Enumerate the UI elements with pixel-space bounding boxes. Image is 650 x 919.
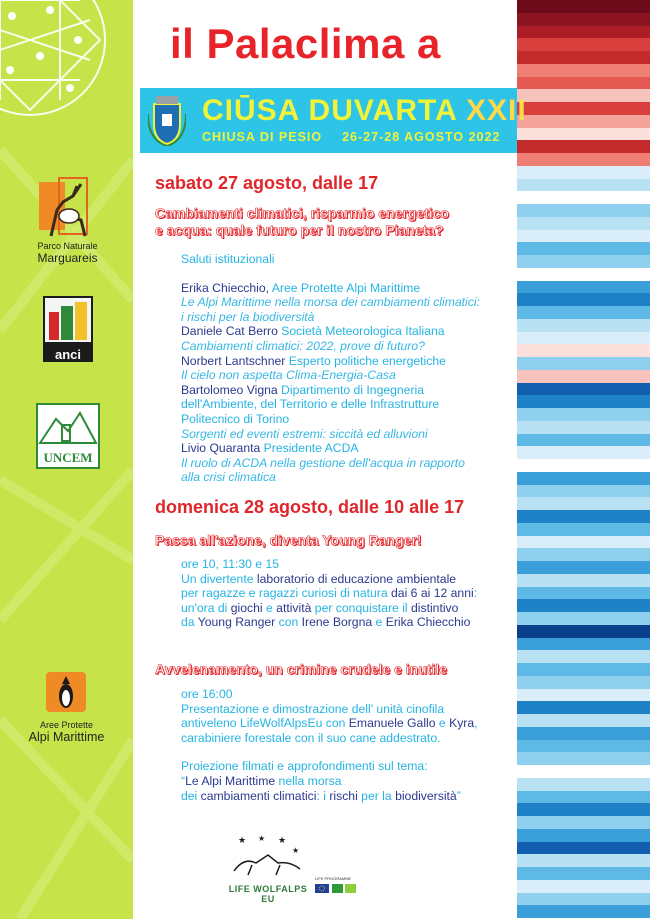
speaker-3-name: Norbert Lantschner bbox=[181, 353, 286, 368]
young-ranger-line-1 bbox=[181, 572, 477, 587]
climate-stripe bbox=[517, 803, 650, 816]
yr-a1: Un divertente bbox=[181, 571, 257, 586]
climate-stripe bbox=[517, 791, 650, 804]
climate-stripe bbox=[517, 650, 650, 663]
pl-l2b: Emanuele Gallo bbox=[348, 716, 436, 731]
speaker-4-name: Bartolomeo Vigna bbox=[181, 382, 278, 397]
climate-stripe bbox=[517, 115, 650, 128]
sunday-topic-2: Avvelenamento, un crimine crudele e inutile bbox=[155, 661, 448, 677]
climate-stripe bbox=[517, 242, 650, 255]
climate-stripe bbox=[517, 0, 650, 13]
alpi-line2: Alpi Marittime bbox=[28, 730, 105, 744]
speaker-2-talk: Cambiamenti climatici: 2022, prove di futuro? bbox=[181, 338, 425, 353]
eu-flag-icon bbox=[315, 882, 357, 894]
yr-d6: Erika Chiecchio bbox=[385, 615, 471, 630]
fl-l3d: rischi bbox=[329, 788, 358, 803]
speaker-5-affiliation: Presidente ACDA bbox=[260, 441, 359, 456]
speaker-1 bbox=[181, 281, 480, 296]
mountain-village-icon bbox=[38, 405, 98, 445]
poison-block bbox=[181, 687, 478, 803]
uncem-logo bbox=[36, 403, 100, 469]
fl-l2a: “ bbox=[181, 773, 186, 788]
yr-c3: e bbox=[262, 600, 277, 615]
fl-l2b: Le Alpi Marittime bbox=[185, 773, 276, 788]
climate-stripe bbox=[517, 230, 650, 243]
anci-logo bbox=[43, 296, 93, 362]
coat-of-arms-icon bbox=[148, 94, 186, 146]
climate-stripe bbox=[517, 293, 650, 306]
saturday-topic bbox=[155, 205, 449, 239]
banner-subline bbox=[202, 130, 500, 144]
poison-line-3: carabiniere forestale con il suo cane addestrato. bbox=[181, 730, 441, 745]
yr-d4: Irene Borgna bbox=[301, 615, 373, 630]
svg-text:★: ★ bbox=[292, 846, 300, 855]
climate-stripe bbox=[517, 446, 650, 459]
fl-l3a: dei bbox=[181, 788, 201, 803]
life-wolfalps-label: LIFE WOLFALPS EU bbox=[228, 884, 308, 904]
climate-stripe bbox=[517, 485, 650, 498]
event-name: CIŪSA DUVARTA bbox=[202, 94, 457, 127]
climate-stripe bbox=[517, 13, 650, 26]
speaker-3 bbox=[181, 354, 480, 369]
event-banner bbox=[140, 88, 527, 153]
speaker-1-affiliation: Aree Protette Alpi Marittime bbox=[269, 280, 421, 295]
climate-stripe bbox=[517, 905, 650, 918]
fl-l3b: cambiamenti climatici bbox=[200, 788, 317, 803]
speaker-3-affiliation: Esperto politiche energetiche bbox=[285, 353, 446, 368]
saturday-program bbox=[181, 252, 480, 485]
yr-c1: un'ora di bbox=[181, 600, 231, 615]
uncem-label: UNCEM bbox=[43, 450, 93, 465]
climate-stripe bbox=[517, 625, 650, 638]
climate-stripe bbox=[517, 676, 650, 689]
pl-l2a: antiveleno LifeWolfAlpsEu con bbox=[181, 716, 349, 731]
climate-stripe bbox=[517, 140, 650, 153]
climate-stripe bbox=[517, 179, 650, 192]
svg-text:★: ★ bbox=[278, 836, 287, 846]
climate-stripe bbox=[517, 701, 650, 714]
climate-stripe bbox=[517, 268, 650, 281]
yr-d5: e bbox=[372, 615, 386, 630]
climate-stripe bbox=[517, 778, 650, 791]
climate-stripe bbox=[517, 752, 650, 765]
climate-stripe bbox=[517, 408, 650, 421]
young-ranger-line-4 bbox=[181, 615, 477, 630]
speaker-5-name: Livio Quaranta bbox=[181, 441, 261, 456]
climate-stripe bbox=[517, 421, 650, 434]
speaker-4-affiliation-2: dell'Ambiente, del Territorio e delle Infrastrutture bbox=[181, 397, 440, 412]
climate-stripe bbox=[517, 332, 650, 345]
climate-stripe bbox=[517, 816, 650, 829]
svg-text:★: ★ bbox=[238, 836, 247, 846]
speaker-5-talk-1: Il ruolo di ACDA nella gestione dell'acqua in rapporto bbox=[181, 455, 465, 470]
climate-stripe bbox=[517, 689, 650, 702]
climate-stripe bbox=[517, 727, 650, 740]
climate-stripe bbox=[517, 383, 650, 396]
sunday-heading: domenica 28 agosto, dalle 10 alle 17 bbox=[155, 497, 465, 517]
fl-l3e: per la bbox=[357, 788, 396, 803]
yr-b1: per ragazze e ragazzi curiosi di natura bbox=[181, 586, 392, 601]
left-sidebar bbox=[0, 0, 133, 919]
event-dates: 26-27-28 AGOSTO 2022 bbox=[342, 130, 501, 144]
pl-l2e: , bbox=[474, 716, 478, 731]
saturday-heading: sabato 27 agosto, dalle 17 bbox=[155, 173, 379, 193]
greetings: Saluti istituzionali bbox=[181, 252, 275, 266]
climate-stripe bbox=[517, 128, 650, 141]
speaker-4-affiliation-3: Politecnico di Torino bbox=[181, 411, 290, 426]
climate-stripe bbox=[517, 395, 650, 408]
yr-b2: dai 6 ai 12 anni bbox=[391, 586, 474, 601]
climate-stripe bbox=[517, 51, 650, 64]
climate-stripe bbox=[517, 153, 650, 166]
films-line-2 bbox=[181, 774, 478, 789]
wolf-stars-icon bbox=[228, 835, 308, 879]
svg-text:★: ★ bbox=[258, 835, 266, 843]
climate-stripe bbox=[517, 638, 650, 651]
climate-stripe bbox=[517, 854, 650, 867]
fl-l3f: biodiversità bbox=[395, 788, 457, 803]
speaker-5 bbox=[181, 441, 480, 456]
saturday-topic-line1: Cambiamenti climatici, risparmio energetico bbox=[155, 205, 450, 221]
speaker-2-name: Daniele Cat Berro bbox=[181, 324, 278, 339]
young-ranger-block bbox=[181, 557, 477, 630]
climate-stripe bbox=[517, 561, 650, 574]
towers-icon bbox=[45, 298, 91, 342]
poison-line-1: Presentazione e dimostrazione dell' unità cinofila bbox=[181, 701, 445, 716]
climate-stripe bbox=[517, 829, 650, 842]
event-location: CHIUSA DI PESIO bbox=[202, 130, 323, 144]
climate-stripe bbox=[517, 497, 650, 510]
climate-stripe bbox=[517, 217, 650, 230]
climate-stripe bbox=[517, 166, 650, 179]
fl-l2c: nella morsa bbox=[275, 773, 342, 788]
anci-label: anci bbox=[54, 347, 81, 362]
climate-stripe bbox=[517, 26, 650, 39]
climate-stripe bbox=[517, 370, 650, 383]
eu-life-label: LIFE PROGRAMME bbox=[315, 876, 352, 881]
yr-c5: per conquistare il bbox=[311, 600, 411, 615]
climate-stripe bbox=[517, 893, 650, 906]
climate-stripe bbox=[517, 510, 650, 523]
fl-l3c: : i bbox=[316, 788, 330, 803]
yr-d2: Young Ranger bbox=[197, 615, 276, 630]
alpi-marittime-label bbox=[15, 720, 118, 744]
climate-stripe bbox=[517, 714, 650, 727]
climate-stripe bbox=[517, 434, 650, 447]
climate-stripe bbox=[517, 357, 650, 370]
climate-stripe bbox=[517, 740, 650, 753]
films-line-1: Proiezione filmati e approfondimenti sul tema: bbox=[181, 759, 428, 774]
saturday-topic-line2: e acqua: quale futuro per il nostro Pianeta? bbox=[155, 222, 444, 238]
climate-stripe bbox=[517, 574, 650, 587]
yr-b3: : bbox=[473, 586, 478, 601]
yr-a2: laboratorio di educazione ambientale bbox=[256, 571, 457, 586]
yr-c4: attività bbox=[276, 600, 312, 615]
event-edition: XXII bbox=[466, 94, 527, 127]
life-wolfalps-logo bbox=[228, 835, 308, 904]
climate-stripe bbox=[517, 102, 650, 115]
poison-line-2 bbox=[181, 716, 478, 731]
films-line-3 bbox=[181, 789, 478, 804]
climate-stripe bbox=[517, 191, 650, 204]
alpi-marittime-logo bbox=[46, 672, 86, 712]
speaker-2 bbox=[181, 324, 480, 339]
yr-c2: giochi bbox=[230, 600, 263, 615]
poison-times: ore 16:00 bbox=[181, 687, 233, 701]
climate-stripe bbox=[517, 38, 650, 51]
chamois-icon bbox=[37, 176, 89, 238]
climate-stripe bbox=[517, 548, 650, 561]
yr-d1: da bbox=[181, 615, 198, 630]
speaker-4 bbox=[181, 383, 480, 398]
climate-stripe bbox=[517, 319, 650, 332]
climate-stripe bbox=[517, 599, 650, 612]
speaker-3-talk: Il cielo non aspetta Clima-Energia-Casa bbox=[181, 368, 396, 383]
banner-event-name bbox=[202, 94, 527, 128]
eu-life-logo bbox=[315, 876, 357, 894]
pl-l2c: e bbox=[435, 716, 450, 731]
climate-stripe bbox=[517, 587, 650, 600]
climate-stripe bbox=[517, 612, 650, 625]
marguareis-label bbox=[25, 241, 110, 265]
yr-c6: distintivo bbox=[411, 600, 459, 615]
climate-stripe bbox=[517, 765, 650, 778]
climate-stripe bbox=[517, 867, 650, 880]
speaker-1-name: Erika Chiecchio, bbox=[181, 280, 270, 295]
climate-stripe bbox=[517, 523, 650, 536]
young-ranger-times: ore 10, 11:30 e 15 bbox=[181, 557, 280, 571]
climate-stripe bbox=[517, 344, 650, 357]
alpi-line1: Aree Protette bbox=[39, 720, 94, 730]
climate-stripe bbox=[517, 77, 650, 90]
climate-stripe bbox=[517, 880, 650, 893]
young-ranger-line-2 bbox=[181, 586, 477, 601]
climate-stripe bbox=[517, 204, 650, 217]
young-ranger-line-3 bbox=[181, 601, 477, 616]
climate-stripe bbox=[517, 89, 650, 102]
speaker-4-affiliation: Dipartimento di Ingegneria bbox=[277, 382, 425, 397]
sunday-topic-1: Passa all'azione, diventa Young Ranger! bbox=[155, 532, 422, 548]
marguareis-logo bbox=[37, 176, 89, 238]
climate-stripe bbox=[517, 306, 650, 319]
bird-icon bbox=[46, 672, 86, 712]
speaker-4-talk: Sorgenti ed eventi estremi: siccità ed alluvioni bbox=[181, 426, 428, 441]
climate-stripe bbox=[517, 842, 650, 855]
speaker-2-affiliation: Società Meteorologica Italiana bbox=[277, 324, 445, 339]
fl-l3g: ” bbox=[456, 788, 461, 803]
speaker-1-talk-1: Le Alpi Marittime nella morsa dei cambiamenti climatici: bbox=[181, 295, 480, 310]
page-title: il Palaclima a bbox=[170, 20, 441, 67]
climate-stripe bbox=[517, 64, 650, 77]
marguareis-line1: Parco Naturale bbox=[37, 241, 98, 251]
climate-stripes bbox=[517, 0, 650, 919]
climate-stripe bbox=[517, 459, 650, 472]
climate-stripe bbox=[517, 536, 650, 549]
climate-stripe bbox=[517, 255, 650, 268]
speaker-5-talk-2: alla crisi climatica bbox=[181, 470, 276, 485]
speaker-1-talk-2: i rischi per la biodiversità bbox=[181, 309, 315, 324]
climate-stripe bbox=[517, 472, 650, 485]
pl-l2d: Kyra bbox=[449, 716, 475, 731]
climate-stripe bbox=[517, 663, 650, 676]
yr-d3: con bbox=[275, 615, 302, 630]
climate-stripe bbox=[517, 281, 650, 294]
marguareis-line2: Marguareis bbox=[37, 251, 98, 265]
